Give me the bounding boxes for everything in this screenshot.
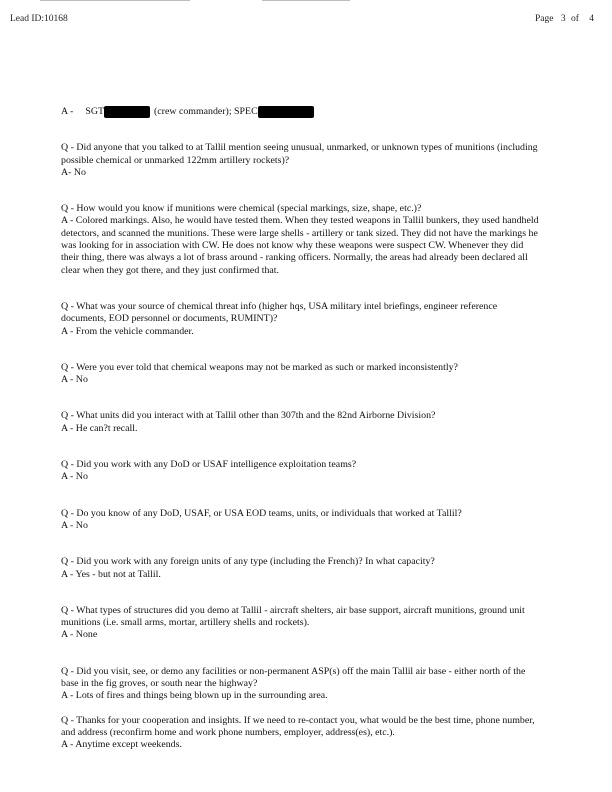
answer: A - From the vehicle commander. <box>61 325 194 337</box>
question: Q - What was your source of chemical threat info (higher hqs, USA military intel briefings, engineer reference documents, EOD personnel or documents, RUMINT)? <box>61 300 498 325</box>
question: Q - What units did you interact with at Tallil other than 307th and the 82nd Airborne Division? <box>61 410 436 422</box>
answer: A - He can?t recall. <box>61 422 138 434</box>
question: Q - Were you ever told that chemical weapons may not be marked as such or marked inconsistently? <box>61 361 458 373</box>
qa-block <box>61 556 539 581</box>
page-label: Page <box>534 14 554 24</box>
answer: A - Lots of fires and things being blown up in the surrounding area. <box>61 690 328 702</box>
answer: A - Anytime except weekends. <box>61 739 182 751</box>
qa-block <box>61 459 539 484</box>
qa-block <box>61 410 539 435</box>
answer: A - No <box>61 374 88 386</box>
qa-block <box>61 666 539 703</box>
qa-block <box>61 715 539 752</box>
attendee-line <box>61 106 539 118</box>
answer: A - Colored markings. Also, he would have tested them. When they tested weapons in Tallil bunkers, they used handheld detectors, and scanned the munitions. These were large shells - artillery or tank sized. They did not have the markings he was looking for in association with CW. He does not know why these weapons were suspect CW. Whenever they did their thing, there was always a lot of brass around - ranking officers. Normally, the areas had already been declared all clear when they got there, and they just confirmed that. <box>61 215 539 276</box>
qa-block <box>61 301 539 338</box>
page-of: of <box>570 14 579 24</box>
answer: A - Yes - but not at Tallil. <box>61 568 161 580</box>
qa-block <box>61 362 539 387</box>
qa-block <box>61 605 539 642</box>
interview-body <box>61 106 539 752</box>
top-edge-mark <box>262 0 350 1</box>
answer: A - No <box>61 519 88 531</box>
attendee-prefix: A - <box>61 106 74 117</box>
redaction-bar <box>258 106 314 118</box>
qa-block <box>61 203 539 277</box>
question: Q - How would you know if munitions were chemical (special markings, size, shape, etc.)? <box>61 203 422 215</box>
answer: A - No <box>61 471 88 483</box>
question: Q - Did you work with any foreign units of any type (including the French)? In what capacity? <box>61 556 435 568</box>
attendee-rank: SGT <box>85 106 104 117</box>
qa-block <box>61 508 539 533</box>
attendee-role: (crew commander); SPEC <box>154 106 258 117</box>
page-current: 3 <box>560 14 566 24</box>
qa-block <box>61 142 539 179</box>
question: Q - Did you work with any DoD or USAF intelligence exploitation teams? <box>61 459 357 471</box>
page-number <box>535 14 594 24</box>
question: Q - Did anyone that you talked to at Tallil mention seeing unusual, unmarked, or unknown types of munitions (including possible chemical or unmarked 122mm artillery rockets)? <box>61 142 538 166</box>
answer: A- No <box>61 166 86 178</box>
page-total: 4 <box>589 14 594 24</box>
lead-id: Lead ID:10168 <box>10 14 68 24</box>
question: Q - Did you visit, see, or demo any facilities or non-permanent ASP(s) off the main Tallil air base - either north of the base in the fig groves, or south near the highway? <box>61 665 526 690</box>
question: Q - Do you know of any DoD, USAF, or USA EOD teams, units, or individuals that worked at Tallil? <box>61 507 462 519</box>
top-edge-mark <box>40 0 190 1</box>
question: Q - What types of structures did you demo at Tallil - aircraft shelters, air base support, aircraft munitions, ground unit munitions (i.e. small arms, mortar, artillery shells and rockets). <box>61 604 525 629</box>
redaction-bar <box>104 106 150 118</box>
question: Q - Thanks for your cooperation and insights. If we need to re-contact you, what would be the best time, phone number, and address (reconfirm home and work phone numbers, employer, address(es), etc.). <box>61 714 535 738</box>
answer: A - None <box>61 629 98 641</box>
